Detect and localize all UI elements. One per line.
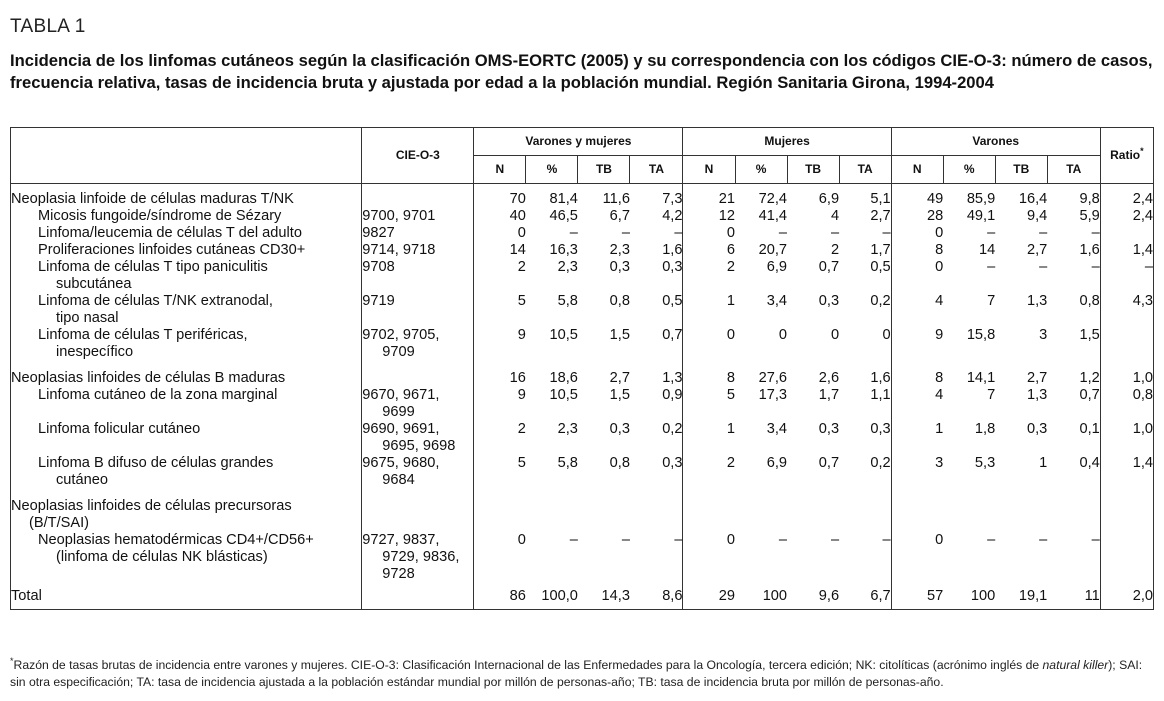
cell-both-ta: 1,6 xyxy=(630,242,683,259)
cell-women-tb: 2,6 xyxy=(818,370,840,386)
cell-both-pct: 81,4 xyxy=(549,191,578,207)
cell-women-ta: 0,2 xyxy=(839,293,891,327)
table-row xyxy=(11,208,1154,225)
row-code xyxy=(362,225,474,242)
row-label-line: Linfoma de células T tipo paniculitis xyxy=(38,259,268,275)
row-label-line: Proliferaciones linfoides cutáneas CD30+ xyxy=(38,242,306,258)
cell-women-pct: 6,9 xyxy=(766,455,788,471)
cell-men-pct: 100 xyxy=(970,588,996,604)
row-label-line: Linfoma B difuso de células grandes xyxy=(38,455,274,471)
row-label-line: Neoplasias linfoides de células precursoras xyxy=(11,498,292,514)
cell-both-pct: 2,3 xyxy=(557,259,578,275)
row-label xyxy=(11,366,362,387)
row-label xyxy=(11,259,362,293)
cell-men-n: 3 xyxy=(891,455,943,494)
cell-men-ta: 9,8 xyxy=(1047,184,1100,209)
cell-men-pct: 14 xyxy=(978,242,996,258)
row-code-line: 9727, 9837, xyxy=(362,532,440,548)
row-code xyxy=(362,387,474,421)
cell-women-n: 1 xyxy=(683,421,735,455)
cell-women-pct xyxy=(735,494,787,532)
row-code-line: 9670, 9671, xyxy=(362,387,440,403)
cell-women-tb: 2 xyxy=(830,242,840,258)
table-caption: Incidencia de los linfomas cutáneos según la clasificación OMS-EORTC (2005) y su correspondencia con los códigos CIE-O-3: número de casos, frecuencia relativa, tasas de incidencia bruta y ajustada por edad a la población mundial. Región Sanitaria Girona, 1994-2004 xyxy=(10,51,1153,92)
row-label xyxy=(11,583,362,610)
row-label xyxy=(11,387,362,421)
cell-women-pct: 27,6 xyxy=(758,370,788,386)
row-code xyxy=(362,208,474,225)
cell-women-pct: 17,3 xyxy=(758,387,788,403)
cell-both-ta xyxy=(630,494,683,532)
cell-men-n: 49 xyxy=(891,184,943,209)
table-row xyxy=(11,366,1154,387)
cell-women-ta: 0,2 xyxy=(839,455,891,494)
cell-men-tb: 9,4 xyxy=(1026,208,1048,224)
cell-men-ta: 1,6 xyxy=(1047,242,1100,259)
cell-women-n: 0 xyxy=(683,327,735,366)
cell-both-ta: 1,3 xyxy=(630,366,683,387)
cell-men-tb: – xyxy=(1039,259,1048,275)
cell-men-ta: 0,4 xyxy=(1047,455,1100,494)
cell-women-ta: 5,1 xyxy=(839,184,891,209)
cell-men-n: 4 xyxy=(891,293,943,327)
cell-both-tb: 14,3 xyxy=(601,588,630,604)
cell-women-pct: 3,4 xyxy=(766,421,788,437)
subheader-women-pct: % xyxy=(735,156,787,184)
subheader-men-n: N xyxy=(891,156,943,184)
cell-ratio: 1,4 xyxy=(1100,242,1153,259)
cell-women-tb: 6,9 xyxy=(818,191,840,207)
row-code-line: 9728 xyxy=(382,566,415,582)
cell-both-pct: – xyxy=(569,225,578,241)
incidence-table xyxy=(10,127,1154,610)
cell-women-n: 21 xyxy=(683,184,735,209)
subheader-both-pct: % xyxy=(526,156,578,184)
table-row xyxy=(11,242,1154,259)
cell-men-tb: 1 xyxy=(1039,455,1048,471)
cell-women-tb: 9,6 xyxy=(818,588,840,604)
cell-men-tb: – xyxy=(1039,225,1048,241)
cell-women-pct: – xyxy=(778,225,788,241)
cell-women-ta: 2,7 xyxy=(839,208,891,225)
cell-men-tb: 2,7 xyxy=(1026,242,1048,258)
cell-men-ta: 0,7 xyxy=(1047,387,1100,421)
cell-men-ta: 1,2 xyxy=(1047,366,1100,387)
cell-both-tb: 2,7 xyxy=(609,370,630,386)
table-row xyxy=(11,494,1154,532)
cell-women-ta xyxy=(839,494,891,532)
subheader-women-ta: TA xyxy=(839,156,891,184)
cell-women-tb: 0,7 xyxy=(818,259,840,275)
cell-women-n: 0 xyxy=(683,532,735,583)
row-label-line: Linfoma de células T periféricas, xyxy=(38,327,248,343)
cell-men-ta: – xyxy=(1047,532,1100,583)
cell-ratio: 2,0 xyxy=(1100,583,1153,610)
cell-women-tb: – xyxy=(830,225,840,241)
row-code xyxy=(362,421,474,455)
cell-both-pct: 5,8 xyxy=(557,455,578,471)
cell-men-pct: 7 xyxy=(987,293,996,309)
cell-men-ta: 0,1 xyxy=(1047,421,1100,455)
cell-women-pct: 0 xyxy=(778,327,788,343)
cell-men-tb: 19,1 xyxy=(1018,588,1048,604)
cell-both-n: 9 xyxy=(474,387,526,421)
subheader-women-n: N xyxy=(683,156,735,184)
row-code xyxy=(362,583,474,610)
footnote-text-a: Razón de tasas brutas de incidencia entre varones y mujeres. CIE-O-3: Clasificación Internacional de las Enfermedades para la Oncología, tercera edición; NK: citolíticas (acrónimo inglés de xyxy=(13,658,1043,672)
cell-ratio xyxy=(1100,225,1153,242)
cell-both-n: 2 xyxy=(474,259,526,293)
cell-both-ta: – xyxy=(630,225,683,242)
row-code-line: 9700, 9701 xyxy=(362,208,436,224)
cell-women-pct: 72,4 xyxy=(758,191,788,207)
row-label-line: Neoplasias linfoides de células B maduras xyxy=(11,370,286,386)
cell-both-n: 0 xyxy=(474,532,526,583)
row-code-line: 9729, 9836, xyxy=(382,549,460,565)
cell-men-pct: 49,1 xyxy=(966,208,996,224)
cell-men-tb: 1,3 xyxy=(1026,293,1048,309)
cell-men-pct: 5,3 xyxy=(974,455,996,471)
table-row xyxy=(11,293,1154,327)
row-label-line: Linfoma cutáneo de la zona marginal xyxy=(38,387,278,403)
row-label xyxy=(11,532,362,583)
row-code-line: 9675, 9680, xyxy=(362,455,440,471)
cell-men-n: 4 xyxy=(891,387,943,421)
row-code xyxy=(362,259,474,293)
cell-women-ta: 0,5 xyxy=(839,259,891,293)
cell-men-pct: 14,1 xyxy=(966,370,996,386)
cell-women-n xyxy=(683,494,735,532)
table-number: TABLA 1 xyxy=(10,16,86,37)
cell-men-tb: 3 xyxy=(1039,327,1048,343)
cell-both-pct: – xyxy=(569,532,578,548)
cell-men-n: 0 xyxy=(891,259,943,293)
cell-both-pct: 10,5 xyxy=(549,387,578,403)
cell-men-n: 0 xyxy=(891,225,943,242)
cell-both-ta: 0,3 xyxy=(630,259,683,293)
cell-women-n: 2 xyxy=(683,455,735,494)
cell-both-ta: 0,9 xyxy=(630,387,683,421)
row-code xyxy=(362,293,474,327)
row-code-line: 9714, 9718 xyxy=(362,242,436,258)
cell-women-n: 12 xyxy=(683,208,735,225)
cell-both-pct: 46,5 xyxy=(549,208,578,224)
row-label-line: (linfoma de células NK blásticas) xyxy=(56,549,268,565)
cell-both-tb: 6,7 xyxy=(609,208,630,224)
cell-ratio: 2,4 xyxy=(1100,208,1153,225)
row-label-line: cutáneo xyxy=(56,472,108,488)
footnote-text-b: ); SAI: sin otra especificación; TA: tasa de incidencia ajustada a la población estándar mundial por millón de personas-año; TB: tasa de incidencia bruta por millón de personas-año. xyxy=(10,658,1143,689)
cell-both-tb: 1,5 xyxy=(609,327,630,343)
cell-both-pct: 5,8 xyxy=(557,293,578,309)
cell-men-n xyxy=(891,494,943,532)
cell-both-tb xyxy=(578,494,630,532)
row-code xyxy=(362,184,474,209)
table-row xyxy=(11,327,1154,366)
cell-women-pct: 20,7 xyxy=(758,242,788,258)
header-group-both: Varones y mujeres xyxy=(474,128,683,156)
cell-women-ta: 0,3 xyxy=(839,421,891,455)
row-label-line: Neoplasias hematodérmicas CD4+/CD56+ xyxy=(38,532,314,548)
cell-both-pct: 18,6 xyxy=(549,370,578,386)
row-code-line: 9719 xyxy=(362,293,395,309)
table-row xyxy=(11,184,1154,209)
cell-men-n: 57 xyxy=(891,583,943,610)
cell-women-pct: 3,4 xyxy=(766,293,788,309)
row-code xyxy=(362,494,474,532)
cell-women-n: 2 xyxy=(683,259,735,293)
cell-men-pct xyxy=(943,494,995,532)
cell-men-pct: – xyxy=(987,532,996,548)
cell-women-ta: 1,6 xyxy=(839,366,891,387)
row-code-line: 9827 xyxy=(362,225,395,241)
cell-both-ta: 0,2 xyxy=(630,421,683,455)
cell-men-n: 28 xyxy=(891,208,943,225)
row-label-line: Total xyxy=(11,588,42,604)
cell-men-pct: 85,9 xyxy=(966,191,996,207)
table-row xyxy=(11,532,1154,583)
cell-women-ta: 1,1 xyxy=(839,387,891,421)
cell-both-tb: – xyxy=(621,225,630,241)
cell-ratio: 4,3 xyxy=(1100,293,1153,327)
cell-men-tb: 2,7 xyxy=(1026,370,1048,386)
row-label-line: Linfoma de células T/NK extranodal, xyxy=(38,293,273,309)
row-label-line: Neoplasia linfoide de células maduras T/NK xyxy=(11,191,294,207)
subheader-both-n: N xyxy=(474,156,526,184)
cell-both-tb: 0,3 xyxy=(609,421,630,437)
cell-women-tb: 0,3 xyxy=(818,293,840,309)
cell-women-n: 1 xyxy=(683,293,735,327)
cell-both-n xyxy=(474,494,526,532)
cell-men-ta: 0,8 xyxy=(1047,293,1100,327)
cell-both-ta: 4,2 xyxy=(630,208,683,225)
row-label-line: (B/T/SAI) xyxy=(29,515,89,531)
row-code-line: 9699 xyxy=(382,404,415,420)
cell-women-tb: 1,7 xyxy=(818,387,840,403)
row-label-line: tipo nasal xyxy=(56,310,119,326)
cell-women-pct: – xyxy=(778,532,788,548)
header-group-men: Varones xyxy=(891,128,1100,156)
cell-both-n: 40 xyxy=(474,208,526,225)
row-label xyxy=(11,184,362,209)
cell-both-n: 5 xyxy=(474,293,526,327)
table-row xyxy=(11,455,1154,494)
header-ratio-mark: * xyxy=(1140,146,1144,156)
table-row xyxy=(11,259,1154,293)
table-row xyxy=(11,225,1154,242)
cell-ratio: 1,0 xyxy=(1100,366,1153,387)
cell-both-n: 2 xyxy=(474,421,526,455)
cell-men-ta: 1,5 xyxy=(1047,327,1100,366)
row-code-line: 9684 xyxy=(382,472,415,488)
cell-both-ta: 0,7 xyxy=(630,327,683,366)
subheader-men-pct: % xyxy=(943,156,995,184)
cell-both-pct: 2,3 xyxy=(557,421,578,437)
cell-both-pct: 100,0 xyxy=(541,588,578,604)
cell-both-n: 5 xyxy=(474,455,526,494)
cell-both-pct: 10,5 xyxy=(549,327,578,343)
cell-women-pct: 41,4 xyxy=(758,208,788,224)
cell-women-tb: 0,3 xyxy=(818,421,840,437)
row-label xyxy=(11,327,362,366)
cell-both-tb: 1,5 xyxy=(609,387,630,403)
cell-women-n: 5 xyxy=(683,387,735,421)
cell-women-pct: 6,9 xyxy=(766,259,788,275)
cell-both-ta: 0,3 xyxy=(630,455,683,494)
header-ratio xyxy=(1100,128,1153,184)
row-code xyxy=(362,366,474,387)
footnote-mark: * xyxy=(10,655,14,666)
cell-both-ta: – xyxy=(630,532,683,583)
row-label xyxy=(11,293,362,327)
subheader-men-ta: TA xyxy=(1047,156,1100,184)
cell-men-tb: 0,3 xyxy=(1026,421,1048,437)
row-label xyxy=(11,455,362,494)
row-label xyxy=(11,242,362,259)
cell-men-n: 0 xyxy=(891,532,943,583)
row-code xyxy=(362,242,474,259)
row-label xyxy=(11,421,362,455)
cell-both-tb: 11,6 xyxy=(602,191,630,207)
row-label xyxy=(11,225,362,242)
cell-men-tb: – xyxy=(1039,532,1048,548)
cell-ratio: 0,8 xyxy=(1100,387,1153,421)
table-body xyxy=(11,184,1154,610)
cell-ratio xyxy=(1100,327,1153,366)
cell-both-n: 14 xyxy=(474,242,526,259)
row-label-line: inespecífico xyxy=(56,344,134,360)
row-label-line: subcutánea xyxy=(56,276,132,292)
cell-women-n: 8 xyxy=(683,366,735,387)
cell-women-ta: 0 xyxy=(839,327,891,366)
cell-men-tb: 1,3 xyxy=(1026,387,1048,403)
cell-men-ta xyxy=(1047,494,1100,532)
row-label xyxy=(11,208,362,225)
row-label-line: Micosis fungoide/síndrome de Sézary xyxy=(38,208,282,224)
cell-men-ta: – xyxy=(1047,259,1100,293)
cell-ratio: 1,4 xyxy=(1100,455,1153,494)
row-code xyxy=(362,327,474,366)
header-ratio-text: Ratio xyxy=(1110,148,1141,162)
subheader-men-tb: TB xyxy=(995,156,1047,184)
cell-women-ta: 6,7 xyxy=(839,583,891,610)
row-code-line: 9702, 9705, xyxy=(362,327,440,343)
cell-men-n: 9 xyxy=(891,327,943,366)
row-code-line: 9708 xyxy=(362,259,395,275)
footnote-italic: natural killer xyxy=(1042,658,1109,672)
cell-women-n: 6 xyxy=(683,242,735,259)
row-code-line: 9695, 9698 xyxy=(382,438,456,454)
subheader-both-tb: TB xyxy=(578,156,630,184)
cell-women-ta: – xyxy=(839,532,891,583)
table-row xyxy=(11,583,1154,610)
cell-both-ta: 0,5 xyxy=(630,293,683,327)
cell-men-ta: 5,9 xyxy=(1047,208,1100,225)
cell-women-ta: – xyxy=(839,225,891,242)
row-code-line: 9690, 9691, xyxy=(362,421,440,437)
cell-women-tb: 0 xyxy=(830,327,840,343)
cell-both-ta: 7,3 xyxy=(630,184,683,209)
cell-men-n: 8 xyxy=(891,242,943,259)
row-label-line: Linfoma folicular cutáneo xyxy=(38,421,201,437)
cell-both-ta: 8,6 xyxy=(630,583,683,610)
cell-men-pct: 7 xyxy=(987,387,996,403)
cell-women-n: 29 xyxy=(683,583,735,610)
cell-both-tb: – xyxy=(621,532,630,548)
cell-men-ta: 11 xyxy=(1047,583,1100,610)
cell-both-tb: 0,3 xyxy=(609,259,630,275)
table-row xyxy=(11,421,1154,455)
cell-both-n: 16 xyxy=(474,366,526,387)
cell-ratio: 2,4 xyxy=(1100,184,1153,209)
cell-men-n: 8 xyxy=(891,366,943,387)
table-header xyxy=(11,128,1154,184)
cell-ratio xyxy=(1100,532,1153,583)
row-label-line: Linfoma/leucemia de células T del adulto xyxy=(38,225,302,241)
row-code-line: 9709 xyxy=(382,344,415,360)
cell-men-pct: 15,8 xyxy=(966,327,996,343)
cell-men-pct: 1,8 xyxy=(974,421,996,437)
cell-both-pct xyxy=(526,494,578,532)
cell-men-n: 1 xyxy=(891,421,943,455)
cell-women-tb: 0,7 xyxy=(818,455,840,471)
cell-women-tb: 4 xyxy=(830,208,840,224)
cell-both-n: 0 xyxy=(474,225,526,242)
cell-both-tb: 0,8 xyxy=(609,293,630,309)
cell-men-ta: – xyxy=(1047,225,1100,242)
cell-both-n: 70 xyxy=(474,184,526,209)
cell-both-n: 9 xyxy=(474,327,526,366)
cell-men-pct: – xyxy=(987,225,996,241)
header-code: CIE-O-3 xyxy=(362,128,474,184)
cell-ratio xyxy=(1100,494,1153,532)
table-footnote xyxy=(10,657,1156,691)
cell-women-tb xyxy=(787,494,839,532)
cell-both-pct: 16,3 xyxy=(549,242,578,258)
cell-women-n: 0 xyxy=(683,225,735,242)
header-label-empty xyxy=(11,128,362,184)
cell-both-tb: 0,8 xyxy=(609,455,630,471)
header-group-women: Mujeres xyxy=(683,128,891,156)
cell-ratio: 1,0 xyxy=(1100,421,1153,455)
cell-men-pct: – xyxy=(987,259,996,275)
table-row xyxy=(11,387,1154,421)
row-code xyxy=(362,455,474,494)
subheader-both-ta: TA xyxy=(630,156,683,184)
cell-women-ta: 1,7 xyxy=(839,242,891,259)
cell-men-tb xyxy=(995,494,1047,532)
cell-women-tb: – xyxy=(830,532,840,548)
cell-ratio: – xyxy=(1100,259,1153,293)
row-label xyxy=(11,494,362,532)
subheader-women-tb: TB xyxy=(787,156,839,184)
cell-both-tb: 2,3 xyxy=(609,242,630,258)
cell-both-n: 86 xyxy=(474,583,526,610)
cell-women-pct: 100 xyxy=(762,588,788,604)
cell-men-tb: 16,4 xyxy=(1018,191,1048,207)
row-code xyxy=(362,532,474,583)
